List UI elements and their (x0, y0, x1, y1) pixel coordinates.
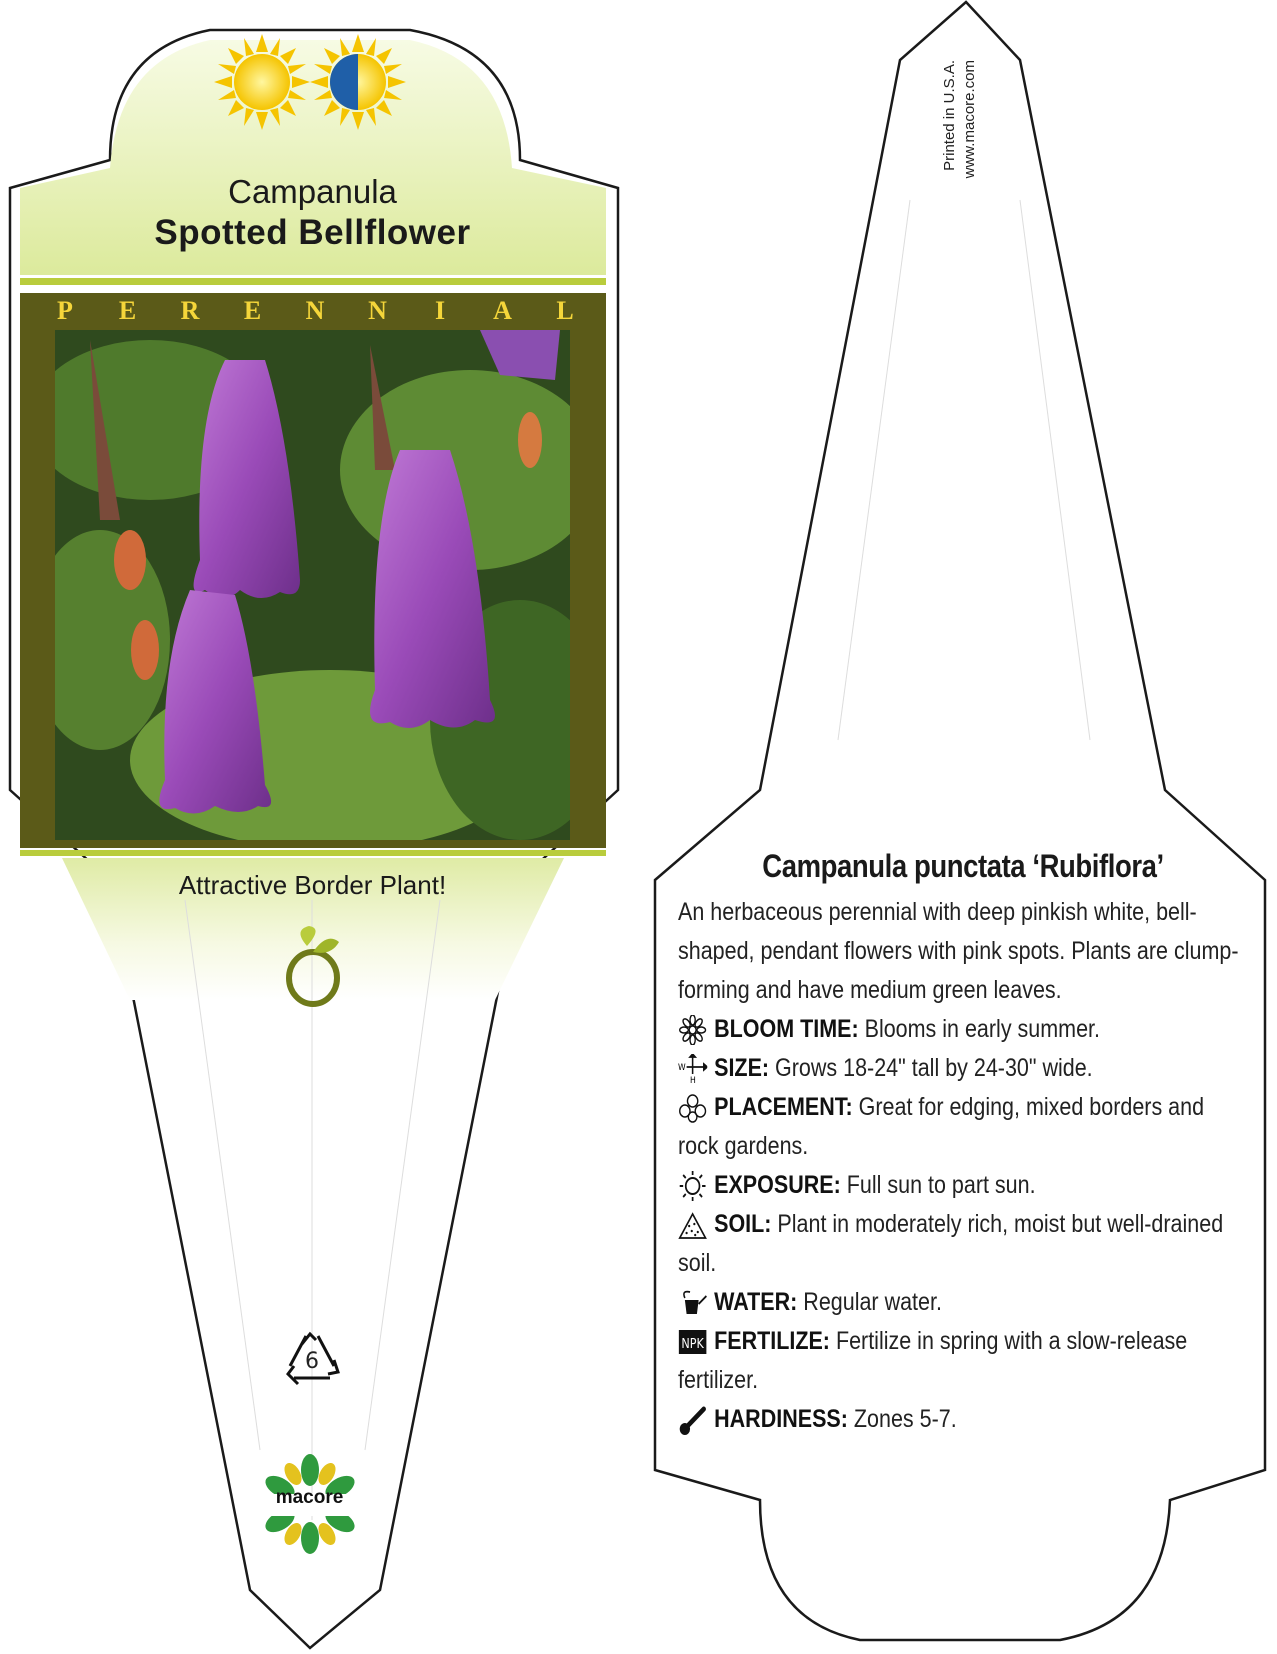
full-sun-icon (214, 34, 310, 130)
attr-text: Plant in moderately rich, moist but well-drained soil. (678, 1210, 1224, 1277)
sun-icon (678, 1171, 707, 1201)
exposure-row (678, 1166, 1246, 1205)
category-letter: N (305, 296, 325, 325)
water-row (678, 1283, 1246, 1322)
category-letter: P (57, 296, 73, 325)
part-sun-icon (310, 34, 406, 130)
plant-title (20, 172, 605, 254)
soil-row (678, 1205, 1246, 1283)
svg-text:H: H (690, 1074, 696, 1085)
genus-name: Campanula (228, 173, 397, 210)
attr-text: Fertilize in spring with a slow-release fertilizer. (678, 1327, 1188, 1394)
common-name: Spotted Bellflower (154, 213, 471, 252)
attr-text: Blooms in early summer. (858, 1015, 1100, 1043)
attr-label: BLOOM TIME: (714, 1015, 859, 1043)
category-letter: R (180, 296, 200, 325)
category-letter: E (118, 296, 137, 325)
placement-icon (678, 1093, 707, 1123)
campanula-photo (30, 330, 610, 850)
attr-text: Full sun to part sun. (840, 1171, 1036, 1199)
soil-icon (678, 1210, 707, 1240)
placement-row (678, 1088, 1246, 1166)
description: An herbaceous perennial with deep pinkish white, bell-shaped, pendant flowers with pink spots. Plants are clump-forming and have medium green leaves. (678, 898, 1239, 1004)
category-label (55, 296, 575, 326)
size-icon (678, 1054, 707, 1084)
attr-text: Zones 5-7. (847, 1405, 957, 1433)
plant-info (678, 848, 1248, 1439)
attr-label: HARDINESS: (714, 1405, 848, 1433)
attr-text: Grows 18-24" tall by 24-30" wide. (769, 1054, 1093, 1082)
svg-text:NPK: NPK (681, 1336, 704, 1352)
category-letter: A (493, 296, 512, 325)
size-row (678, 1049, 1246, 1088)
brand-name: macore (275, 1487, 344, 1508)
hardiness-row (678, 1400, 1246, 1439)
category-letter: I (434, 296, 446, 325)
attr-label: PLACEMENT: (714, 1093, 853, 1121)
attr-text: Great for edging, mixed borders and rock gardens. (678, 1093, 1205, 1160)
npk-icon (678, 1327, 707, 1357)
attr-label: EXPOSURE: (714, 1171, 841, 1199)
category-letter: E (243, 296, 262, 325)
category-letter: L (556, 296, 574, 325)
bloom-time-row (678, 1010, 1246, 1049)
svg-text:W: W (678, 1061, 686, 1073)
category-letter: N (368, 296, 387, 325)
thermometer-icon (678, 1405, 707, 1435)
printed-in: Printed in U.S.A. (941, 60, 958, 171)
print-credit (940, 60, 980, 210)
recycle-number: 6 (305, 1349, 319, 1374)
attr-text: Regular water. (797, 1288, 942, 1316)
attr-label: FERTILIZE: (714, 1327, 830, 1355)
tagline: Attractive Border Plant! (178, 870, 447, 900)
scientific-name: Campanula punctata ‘Rubiflora’ (762, 848, 1164, 884)
attr-label: SOIL: (714, 1210, 772, 1238)
attr-label: WATER: (714, 1288, 798, 1316)
watering-can-icon (678, 1288, 707, 1318)
attr-label: SIZE: (714, 1054, 770, 1082)
fertilize-row (678, 1322, 1246, 1400)
website: www.macore.com (961, 60, 978, 179)
flower-icon (678, 1015, 707, 1045)
